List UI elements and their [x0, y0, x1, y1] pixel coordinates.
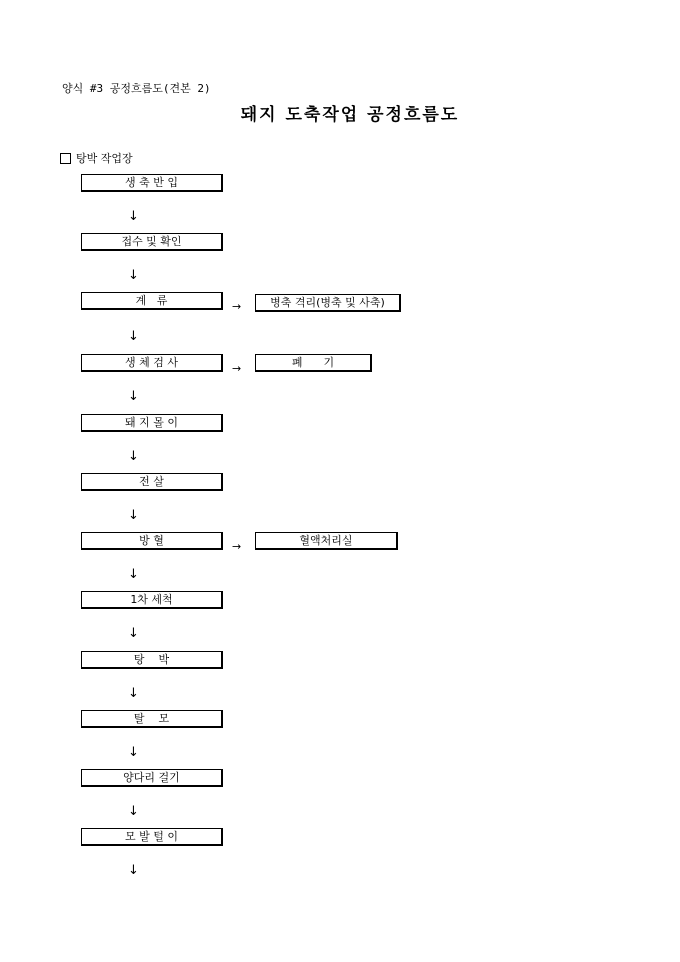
right-arrow-icon: → — [232, 540, 242, 553]
down-arrow-icon: ↓ — [128, 268, 139, 283]
step-box: 생 축 반 입 — [81, 174, 223, 192]
down-arrow-icon: ↓ — [128, 567, 139, 582]
right-arrow-icon: → — [232, 300, 242, 313]
step-box: 1차 세척 — [81, 591, 223, 609]
right-arrow-icon: → — [232, 362, 242, 375]
checkbox-icon — [60, 153, 71, 164]
step-box: 방 혈 — [81, 532, 223, 550]
step-box: 계 류 — [81, 292, 223, 310]
down-arrow-icon: ↓ — [128, 508, 139, 523]
side-box: 혈액처리실 — [255, 532, 398, 550]
step-box: 모 발 털 이 — [81, 828, 223, 846]
page-title: 돼지 도축작업 공정흐름도 — [240, 105, 460, 125]
down-arrow-icon: ↓ — [128, 209, 139, 224]
down-arrow-icon: ↓ — [128, 389, 139, 404]
step-box: 탕 박 — [81, 651, 223, 669]
step-box: 생 체 검 사 — [81, 354, 223, 372]
step-box: 전 살 — [81, 473, 223, 491]
step-box: 양다리 걸기 — [81, 769, 223, 787]
down-arrow-icon: ↓ — [128, 449, 139, 464]
down-arrow-icon: ↓ — [128, 686, 139, 701]
step-box: 돼 지 몰 이 — [81, 414, 223, 432]
section-label: 탕박 작업장 — [76, 152, 133, 165]
form-label: 양식 #3 공정흐름도(견본 2) — [62, 82, 211, 95]
down-arrow-icon: ↓ — [128, 863, 139, 878]
down-arrow-icon: ↓ — [128, 745, 139, 760]
step-box: 탈 모 — [81, 710, 223, 728]
down-arrow-icon: ↓ — [128, 329, 139, 344]
side-box: 폐 기 — [255, 354, 372, 372]
down-arrow-icon: ↓ — [128, 626, 139, 641]
section-heading — [60, 150, 133, 166]
side-box: 병축 격리(병축 및 사축) — [255, 294, 401, 312]
step-box: 접수 및 확인 — [81, 233, 223, 251]
down-arrow-icon: ↓ — [128, 804, 139, 819]
